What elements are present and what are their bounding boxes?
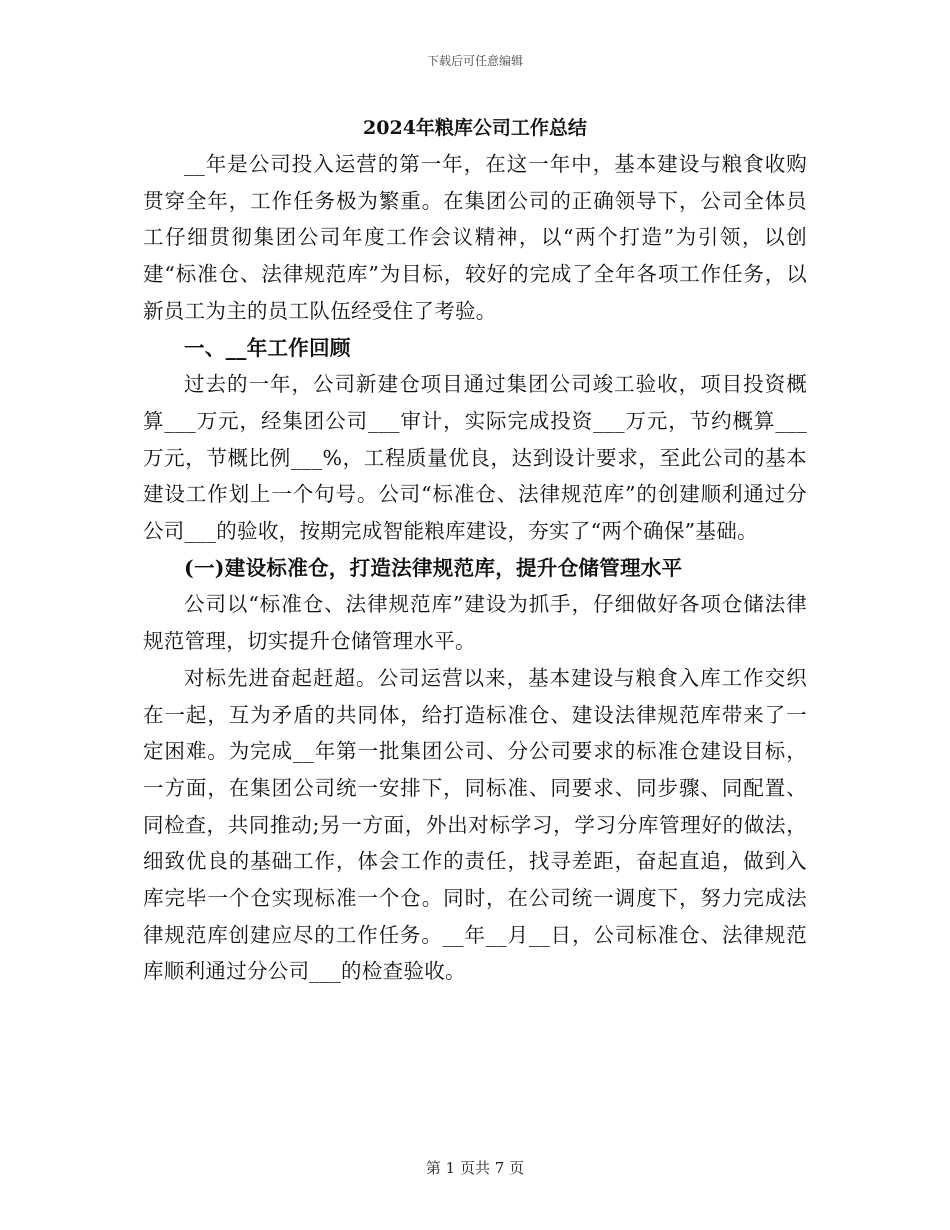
document-content	[143, 110, 807, 990]
subsection-heading: (一)建设标准仓，打造法律规范库，提升仓储管理水平	[184, 555, 683, 580]
intro-paragraph: __年是公司投入运营的第一年，在这一年中，基本建设与粮食收购贯穿全年，工作任务极为繁重。在集团公司的正确领导下，公司全体员工仔细贯彻集团公司年度工作会议精神，以“两个打造”为引领，以创建“标准仓、法律规范库”为目标，较好的完成了全年各项工作任务，以新员工为主的员工队伍经受住了考验。	[143, 152, 807, 323]
body-paragraph: 过去的一年，公司新建仓项目通过集团公司竣工验收，项目投资概算___万元，经集团公司___审计，实际完成投资___万元，节约概算___万元，节概比例___%，工程质量优良，达到设计要求，至此公司的基本建设工作划上一个句号。公司“标准仓、法律规范库”的创建顺利通过分公司___的验收，按期完成智能粮库建设，夯实了“两个确保”基础。	[143, 372, 807, 544]
page-footer: 第 1 页共 7 页	[425, 1159, 525, 1177]
body-paragraph: 公司以“标准仓、法律规范库”建设为抓手，仔细做好各项仓储法律规范管理，切实提升仓储管理水平。	[143, 592, 807, 654]
body-paragraph: 对标先进奋起赶超。公司运营以来，基本建设与粮食入库工作交织在一起，互为矛盾的共同体，给打造标准仓、建设法律规范库带来了一定困难。为完成__年第一批集团公司、分公司要求的标准仓建设目标，一方面，在集团公司统一安排下，同标准、同要求、同步骤、同配置、同检查，共同推动;另一方面，外出对标学习，学习分库管理好的做法，细致优良的基础工作，体会工作的责任，找寻差距，奋起直追，做到入库完毕一个仓实现标准一个仓。同时，在公司统一调度下，努力完成法律规范库创建应尽的工作任务。__年__月__日，公司标准仓、法律规范库顺利通过分公司___的检查验收。	[143, 665, 807, 984]
section-heading: 一、__年工作回顾	[184, 335, 351, 360]
document-title: 2024年粮库公司工作总结	[363, 117, 587, 139]
page-header: 下载后可任意编辑	[426, 54, 523, 68]
